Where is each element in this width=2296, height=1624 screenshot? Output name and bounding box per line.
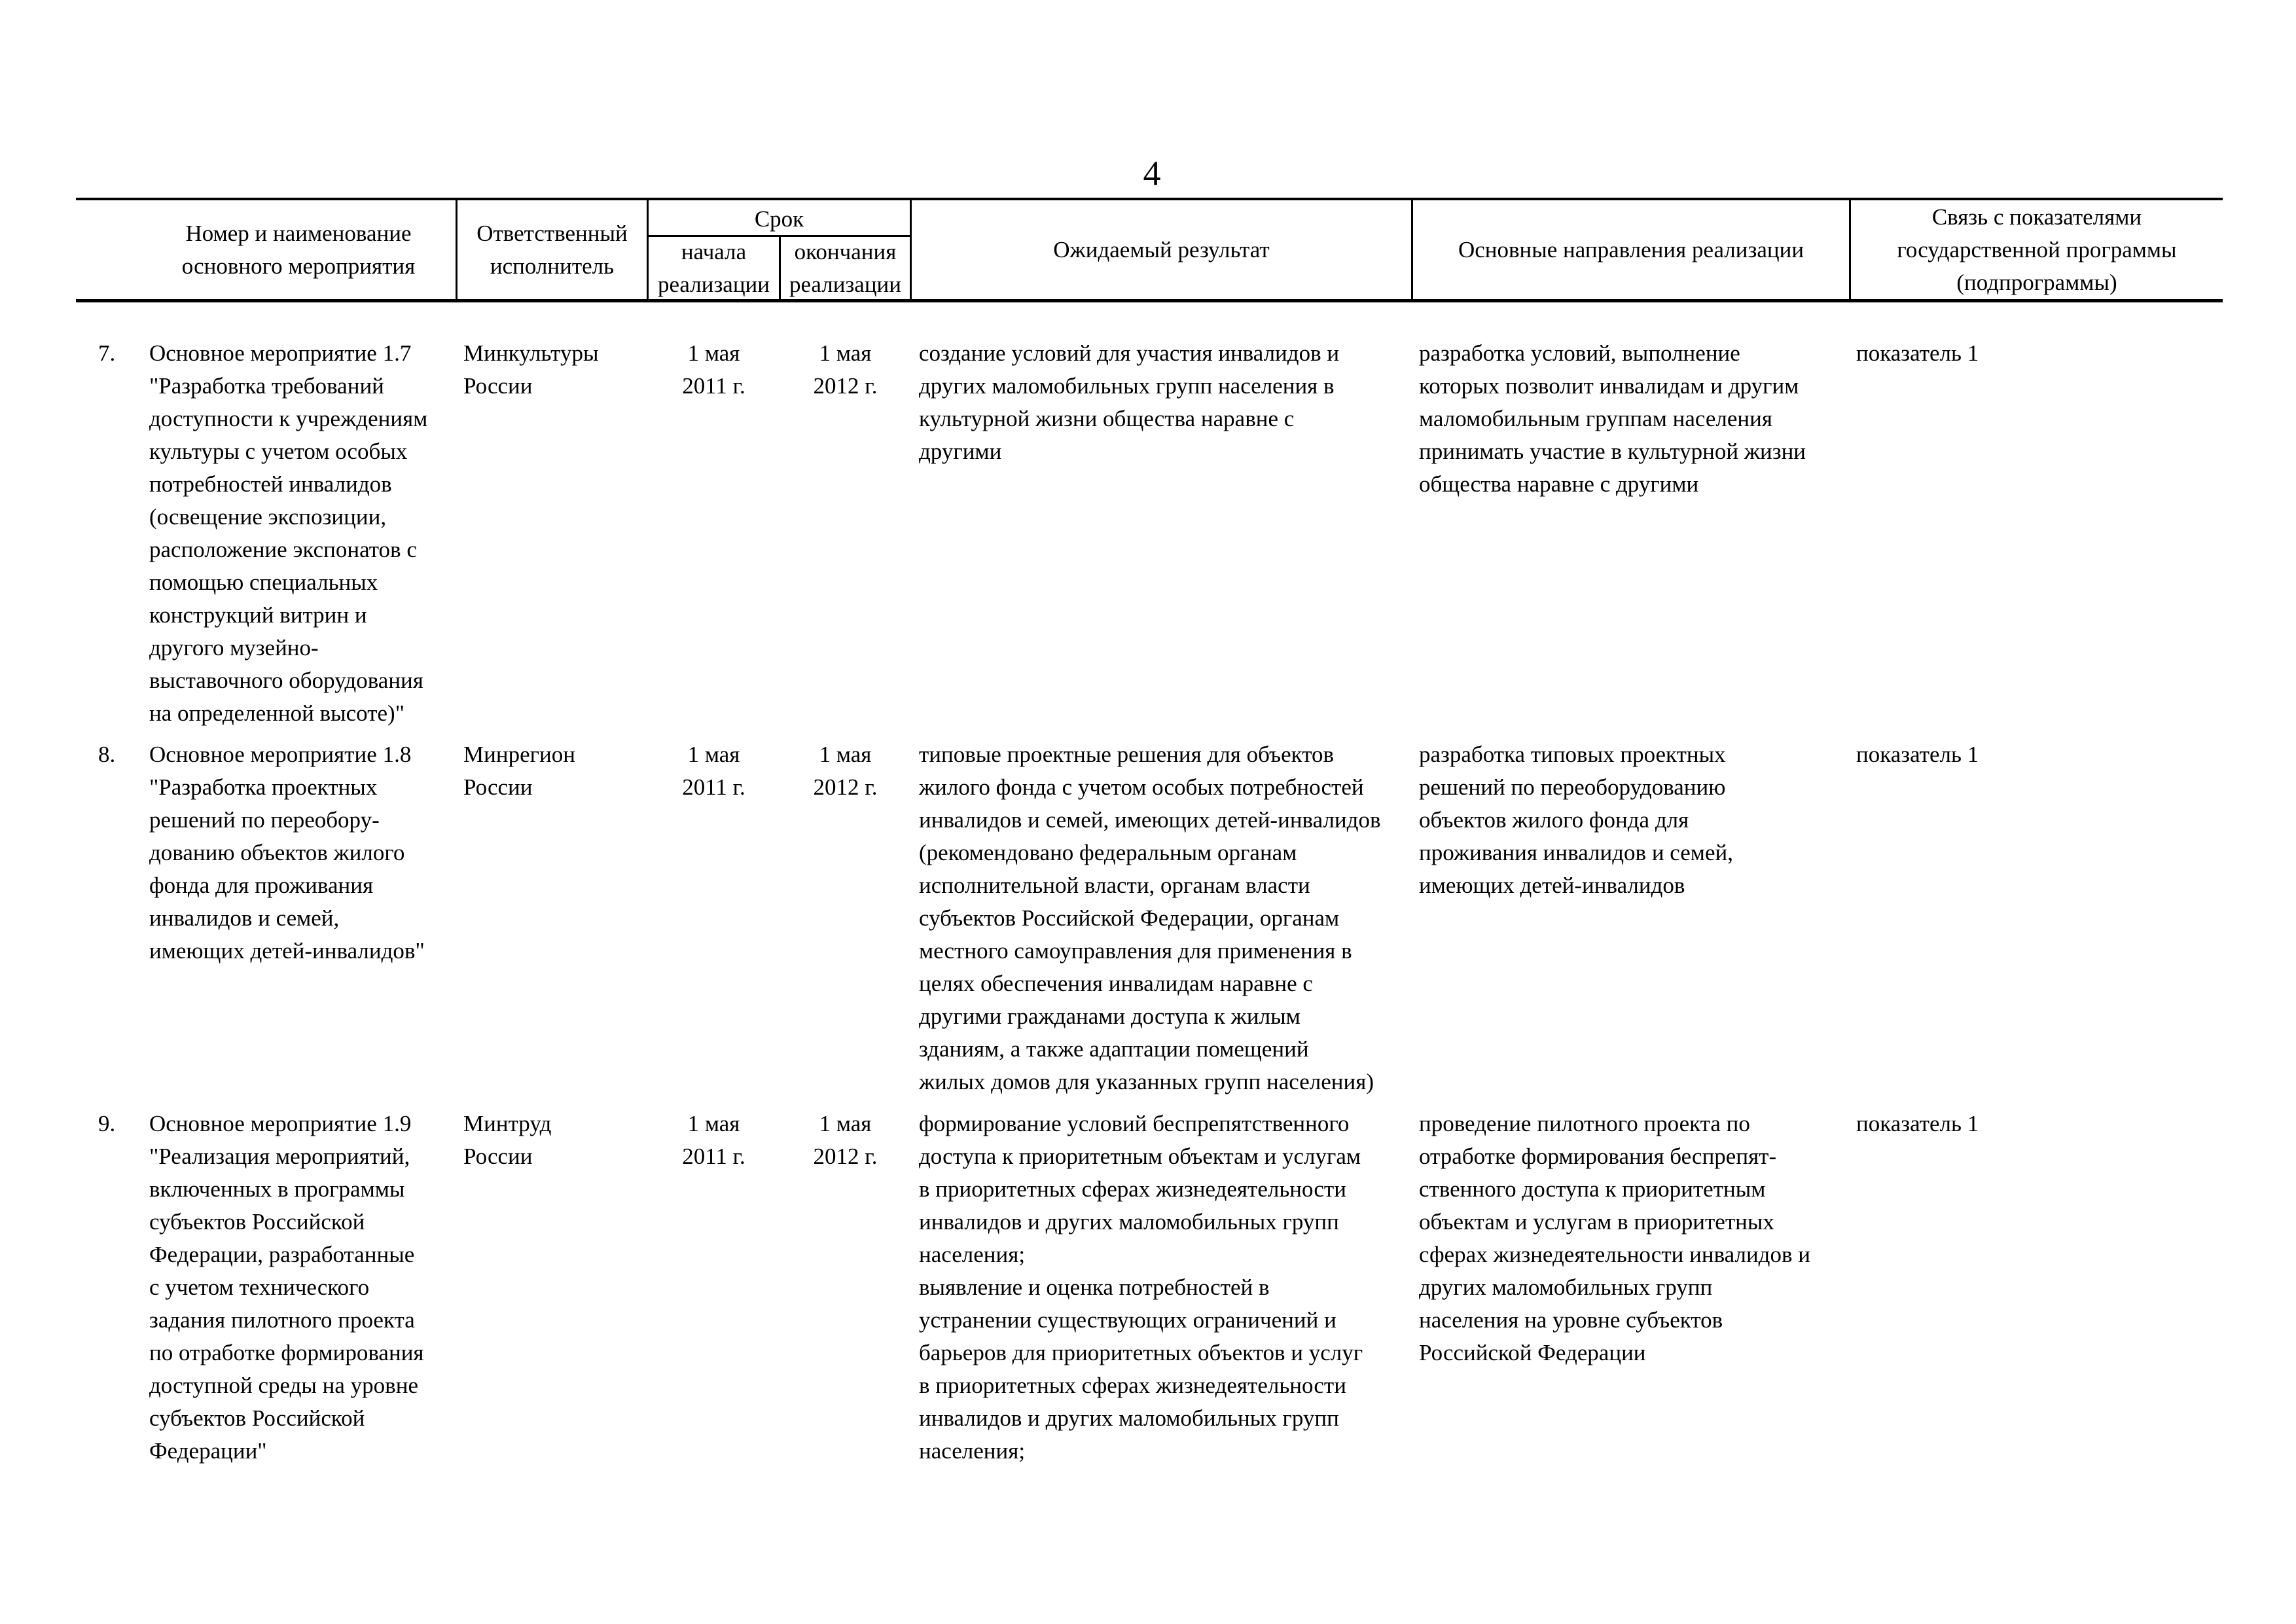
- text-line: выставочного оборудования: [149, 668, 423, 693]
- expected-result: [919, 738, 1381, 1098]
- event-name: [149, 738, 425, 967]
- header-cell-link: Связь с показателями государственной программы (подпрограммы): [1897, 204, 2177, 295]
- start-date: [649, 738, 779, 804]
- text-line: 2012 г.: [813, 373, 878, 399]
- row-number: 9.: [98, 1111, 116, 1136]
- text-line: другого музейно-: [149, 635, 319, 660]
- text-line: 2011 г.: [682, 774, 745, 800]
- text-line: проживания инвалидов и семей,: [1419, 840, 1733, 865]
- text-line: решений по переобору-: [149, 807, 380, 833]
- end-date: [781, 1108, 910, 1173]
- text-line: ственного доступа к приоритетным: [1419, 1176, 1766, 1202]
- text-line: зданиям, а также адаптации помещений: [919, 1036, 1309, 1062]
- text-line: 1 мая: [819, 340, 872, 366]
- text-line: проведение пилотного проекта по: [1419, 1111, 1750, 1136]
- text-line: объектам и услугам в приоритетных: [1419, 1209, 1774, 1235]
- text-line: разработка типовых проектных: [1419, 742, 1726, 767]
- end-date: [781, 337, 910, 403]
- text-line: 1 мая: [819, 1111, 872, 1136]
- text-line: (освещение экспозиции,: [149, 504, 387, 530]
- text-line: отработке формирования беспрепят-: [1419, 1144, 1777, 1169]
- text-line: по отработке формирования: [149, 1340, 424, 1365]
- text-line: которых позволит инвалидам и другим: [1419, 373, 1799, 399]
- text-line: жилых домов для указанных групп населения): [919, 1069, 1374, 1094]
- header-cell-start: начала реализации: [657, 239, 770, 297]
- text-line: доступности к учреждениям: [149, 406, 428, 431]
- text-line: населения;: [919, 1438, 1026, 1464]
- text-line: общества наравне с другими: [1419, 471, 1699, 497]
- text-line: России: [463, 774, 533, 800]
- text-line: Минтруд: [463, 1111, 552, 1136]
- text-line: создание условий для участия инвалидов и: [919, 340, 1340, 366]
- text-line: принимать участие в культурной жизни: [1419, 439, 1806, 464]
- text-line: других маломобильных групп населения в: [919, 373, 1335, 399]
- executor: [463, 1108, 551, 1173]
- text-line: Основное мероприятие 1.8: [149, 742, 412, 767]
- text-line: инвалидов и семей, имеющих детей-инвалидов: [919, 807, 1381, 833]
- text-line: жилого фонда с учетом особых потребностей: [919, 774, 1364, 800]
- text-line: включенных в программы: [149, 1176, 405, 1202]
- text-line: расположение экспонатов с: [149, 537, 417, 562]
- text-line: населения на уровне субъектов: [1419, 1307, 1723, 1333]
- indicator-link: показатель 1: [1856, 1111, 1979, 1136]
- start-date: [649, 337, 779, 403]
- text-line: имеющих детей-инвалидов: [1419, 873, 1685, 898]
- text-line: 1 мая: [687, 340, 740, 366]
- header-cell-name: Номер и наименование основного мероприятия: [181, 221, 416, 279]
- text-line: инвалидов и других маломобильных групп: [919, 1405, 1339, 1431]
- text-line: помощью специальных: [149, 569, 378, 595]
- text-line: Основное мероприятие 1.9: [149, 1111, 412, 1136]
- text-line: доступной среды на уровне: [149, 1373, 418, 1398]
- text-line: потребностей инвалидов: [149, 471, 392, 497]
- text-line: субъектов Российской: [149, 1209, 365, 1235]
- text-line: Федерации, разработанные: [149, 1242, 415, 1267]
- executor: [463, 337, 599, 403]
- text-line: в приоритетных сферах жизнедеятельности: [919, 1176, 1346, 1202]
- text-line: формирование условий беспрепятственного: [919, 1111, 1350, 1136]
- executor: [463, 738, 575, 804]
- text-line: сферах жизнедеятельности инвалидов и: [1419, 1242, 1810, 1267]
- header-cell-directions: Основные направления реализации: [1458, 237, 1804, 262]
- text-line: на определенной высоте)": [149, 700, 404, 726]
- text-line: устранении существующих ограничений и: [919, 1307, 1336, 1333]
- text-line: другими гражданами доступа к жилым: [919, 1003, 1300, 1029]
- end-date: [781, 738, 910, 804]
- text-line: инвалидов и других маломобильных групп: [919, 1209, 1339, 1235]
- main-directions: [1419, 1108, 1810, 1369]
- header-cell-result: Ожидаемый результат: [1053, 237, 1270, 262]
- text-line: 1 мая: [687, 1111, 740, 1136]
- page-number: 4: [1143, 154, 1161, 193]
- text-line: типовые проектные решения для объектов: [919, 742, 1335, 767]
- text-line: субъектов Российской Федерации, органам: [919, 905, 1340, 931]
- text-line: "Реализация мероприятий,: [149, 1144, 410, 1169]
- start-date: [649, 1108, 779, 1173]
- text-line: 1 мая: [687, 742, 740, 767]
- text-line: России: [463, 373, 533, 399]
- text-line: 2011 г.: [682, 1144, 745, 1169]
- indicator-link: показатель 1: [1856, 742, 1979, 767]
- event-name: [149, 337, 427, 730]
- text-line: других маломобильных групп: [1419, 1274, 1713, 1300]
- text-line: в приоритетных сферах жизнедеятельности: [919, 1373, 1346, 1398]
- text-line: маломобильным группам населения: [1419, 406, 1772, 431]
- header-cell-executor: Ответственный исполнитель: [476, 221, 628, 279]
- text-line: 2012 г.: [813, 774, 878, 800]
- main-directions: [1419, 337, 1806, 501]
- text-line: Минкультуры: [463, 340, 599, 366]
- text-line: решений по переоборудованию: [1419, 774, 1726, 800]
- text-line: Российской Федерации: [1419, 1340, 1646, 1365]
- text-line: России: [463, 1144, 533, 1169]
- text-line: другими: [919, 439, 1002, 464]
- text-line: населения;: [919, 1242, 1026, 1267]
- row-number: 7.: [98, 340, 116, 366]
- text-line: задания пилотного проекта: [149, 1307, 415, 1333]
- header-cell-term: Срок: [754, 206, 804, 232]
- text-line: Минрегион: [463, 742, 575, 767]
- text-line: субъектов Российской: [149, 1405, 365, 1431]
- expected-result: [919, 337, 1339, 468]
- text-line: культуры с учетом особых: [149, 439, 408, 464]
- text-line: конструкций витрин и: [149, 602, 367, 628]
- text-line: с учетом технического: [149, 1274, 370, 1300]
- expected-result: [919, 1108, 1363, 1468]
- text-line: 2012 г.: [813, 1144, 878, 1169]
- text-line: исполнительной власти, органам власти: [919, 873, 1310, 898]
- header-cell-end: окончания реализации: [789, 239, 902, 297]
- text-line: инвалидов и семей,: [149, 905, 340, 931]
- text-line: 1 мая: [819, 742, 872, 767]
- text-line: барьеров для приоритетных объектов и услуг: [919, 1340, 1363, 1365]
- text-line: Основное мероприятие 1.7: [149, 340, 412, 366]
- text-line: выявление и оценка потребностей в: [919, 1274, 1270, 1300]
- main-directions: [1419, 738, 1733, 902]
- text-line: "Разработка проектных: [149, 774, 378, 800]
- text-line: целях обеспечения инвалидам наравне с: [919, 971, 1313, 996]
- text-line: "Разработка требований: [149, 373, 384, 399]
- text-line: доступа к приоритетным объектам и услугам: [919, 1144, 1361, 1169]
- text-line: Федерации": [149, 1438, 267, 1464]
- text-line: объектов жилого фонда для: [1419, 807, 1689, 833]
- text-line: местного самоуправления для применения в: [919, 938, 1352, 964]
- text-line: фонда для проживания: [149, 873, 374, 898]
- indicator-link: показатель 1: [1856, 340, 1979, 366]
- text-line: дованию объектов жилого: [149, 840, 405, 865]
- text-line: имеющих детей-инвалидов": [149, 938, 425, 964]
- text-line: (рекомендовано федеральным органам: [919, 840, 1297, 865]
- row-number: 8.: [98, 742, 116, 767]
- event-name: [149, 1108, 424, 1468]
- text-line: разработка условий, выполнение: [1419, 340, 1740, 366]
- text-line: 2011 г.: [682, 373, 745, 399]
- text-line: культурной жизни общества наравне с: [919, 406, 1295, 431]
